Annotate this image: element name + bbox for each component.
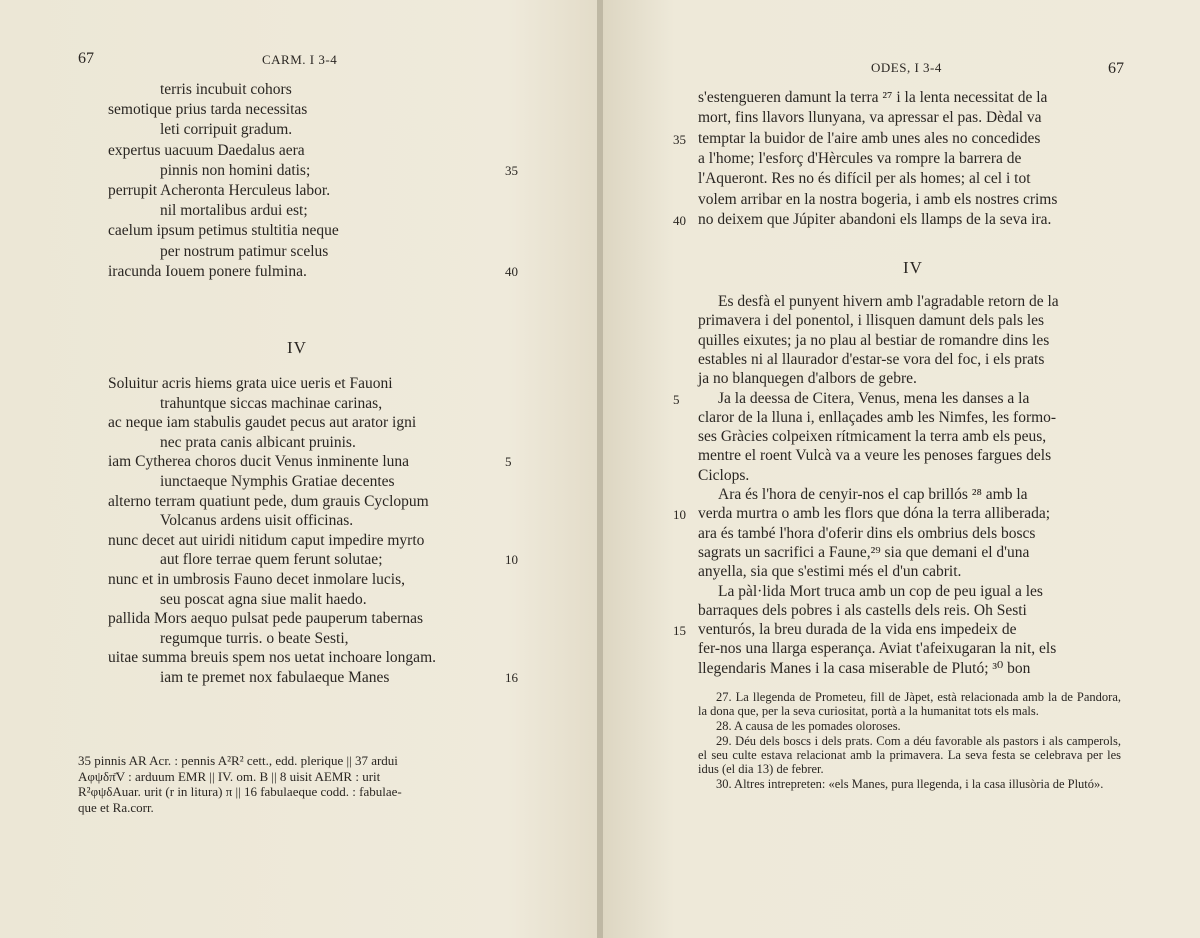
prose-line: Es desfà el punyent hivern amb l'agradable retorn de la — [718, 293, 1059, 310]
prose-line: claror de la lluna i, enllaçades amb les Nimfes, les formo- — [698, 408, 1057, 426]
critical-apparatus — [78, 753, 402, 815]
verse-line: iunctaeque Nymphis Gratiae decentes — [160, 473, 395, 490]
prose-line: Ja la deessa de Citera, Venus, mena les danses a la — [718, 389, 1030, 407]
line-number: 10 — [505, 552, 518, 568]
running-head: CARM. I 3-4 — [262, 52, 338, 67]
prose-line: estables ni al llaurador d'estar-se vora del foc, i els prats — [698, 350, 1045, 368]
prose-line: volem arribar en la nostra bogeria, i amb els nostres crims — [698, 190, 1058, 208]
prose-line: venturós, la breu durada de la vida ens impedeix de — [698, 621, 1017, 639]
verse-line: iam te premet nox fabulaeque Manes — [160, 669, 390, 686]
footnotes — [698, 690, 1121, 792]
prose-line: Ciclops. — [698, 466, 750, 484]
prose-line: llegendaris Manes i la casa miserable de Plutó; ³⁰ bon — [698, 659, 1031, 677]
footnote: 28. A causa de les pomades oloroses. — [716, 719, 901, 733]
right-page — [603, 0, 1200, 938]
line-number: 5 — [505, 454, 512, 470]
prose-line: mentre el roent Vulcà va a veure les penoses fargues dels — [698, 447, 1052, 465]
verse-line: perrupit Acheronta Herculeus labor. — [108, 182, 331, 199]
verse-line: nunc et in umbrosis Fauno decet inmolare lucis, — [108, 571, 406, 588]
verse-line: Soluitur acris hiems grata uice ueris et Fauoni — [108, 375, 393, 392]
verse-line: nil mortalibus ardui est; — [160, 202, 308, 220]
verse-line: pallida Mors aequo pulsat pede pauperum tabernas — [108, 610, 424, 628]
section-heading: IV — [287, 338, 307, 357]
verse-line: Volcanus ardens uisit officinas. — [160, 512, 354, 530]
verse-line: nunc decet aut uiridi nitidum caput impedire myrto — [108, 531, 425, 549]
apparatus-line: que et Ra.corr. — [78, 799, 154, 815]
footnote: 27. La llegenda de Prometeu, fill de Jàpet, està relacionada amb la de Pandora, la dona que, per la seva curiositat, portà a la humanitat tots els mals. — [698, 690, 1121, 718]
page-number: 67 — [1108, 60, 1124, 77]
prose-line: a l'home; l'esforç d'Hèrcules va rompre la barrera de — [698, 149, 1022, 167]
prose-line: La pàl·lida Mort truca amb un cop de peu igual a les — [718, 582, 1043, 600]
footnote: 29. Déu dels boscs i dels prats. Com a déu favorable als pastors i als camperols, el seu culte estava relacionat amb la primavera. La seva festa se celebrava per les idus (el dia 13) de febrer. — [698, 734, 1121, 776]
left-page — [0, 0, 597, 938]
apparatus-line: 35 pinnis AR Acr. : pennis A²R² cett., edd. plerique || 37 ardui — [78, 753, 398, 768]
prose-line: Ara és l'hora de cenyir-nos el cap brillós ²⁸ amb la — [718, 486, 1028, 503]
verse-line: leti corripuit gradum. — [160, 121, 293, 139]
line-number: 10 — [673, 507, 686, 523]
prose-line: verda murtra o amb les flors que dóna la terra alliberada; — [698, 505, 1051, 523]
apparatus-line: R²φψδAuar. urit (r in litura) π || 16 fabulaeque codd. : fabulae- — [78, 784, 402, 799]
prose-line: temptar la buidor de l'aire amb unes ales no concedides — [698, 129, 1041, 147]
line-number: 5 — [673, 391, 680, 407]
section-heading: IV — [903, 258, 923, 277]
prose-line: ses Gràcies colpeixen rítmicament la terra amb els peus, — [698, 428, 1047, 446]
verse-line: pinnis non homini datis; — [160, 161, 311, 179]
prose-line: ja no blanquegen d'albors de gebre. — [698, 370, 917, 388]
prose-line: anyella, sia que s'estimi més el d'un cabrit. — [698, 563, 962, 581]
verse-line: expertus uacuum Daedalus aera — [108, 141, 305, 159]
prose-line: fer-nos una llarga esperança. Aviat t'afeixugaran la nit, els — [698, 640, 1057, 658]
footnote: 30. Altres intrepreten: «els Manes, pura llegenda, i la casa illusòria de Plutó». — [716, 777, 1104, 791]
prose-line: s'estengueren damunt la terra ²⁷ i la lenta necessitat de la — [698, 89, 1048, 106]
verse-line: ac neque iam stabulis gaudet pecus aut arator igni — [108, 414, 417, 432]
running-head: ODES, I 3-4 — [871, 60, 942, 75]
prose-line: no deixem que Júpiter abandoni els llamps de la seva ira. — [698, 210, 1052, 228]
verse-line: caelum ipsum petimus stultitia neque — [108, 222, 339, 240]
line-number: 16 — [505, 670, 518, 685]
line-number: 35 — [505, 162, 518, 178]
prose-line: quilles eixutes; ja no plau al bestiar de romandre dins les — [698, 331, 1050, 349]
line-number: 35 — [673, 131, 686, 147]
verse-line: trahuntque siccas machinae carinas, — [160, 394, 383, 412]
verse-line: uitae summa breuis spem nos uetat inchoare longam. — [108, 649, 436, 667]
verse-line: regumque turris. o beate Sesti, — [160, 629, 349, 647]
verse-line: aut flore terrae quem ferunt solutae; — [160, 551, 383, 569]
page-number: 67 — [78, 50, 94, 67]
prose-line: mort, fins llavors llunyana, va apressar el pas. Dèdal va — [698, 109, 1042, 127]
line-number: 40 — [673, 212, 686, 228]
prose-line: barraques dels pobres i als castells dels reis. Oh Sesti — [698, 601, 1027, 619]
verse-line: seu poscat agna siue malit haedo. — [160, 590, 367, 608]
prose-line: sagrats un sacrifici a Faune,²⁹ sia que demani el d'una — [698, 543, 1030, 561]
verse-line: semotique prius tarda necessitas — [108, 101, 308, 119]
verse-line: alterno terram quatiunt pede, dum grauis Cyclopum — [108, 492, 429, 510]
verse-line: nec prata canis albicant pruinis. — [160, 433, 356, 451]
prose-line: ara és també l'hora d'oferir dins els ombrius dels boscs — [698, 524, 1036, 542]
prose-line: l'Aqueront. Res no és difícil per als homes; al cel i tot — [698, 170, 1031, 188]
verse-line: terris incubuit cohors — [160, 81, 292, 98]
verse-line: iam Cytherea choros ducit Venus inminente luna — [108, 453, 410, 471]
verse-line: iracunda Iouem ponere fulmina. — [108, 262, 307, 280]
line-number: 40 — [505, 263, 518, 279]
line-number: 15 — [673, 623, 686, 639]
prose-line: primavera i del ponentol, i llisquen damunt dels pals les — [698, 312, 1045, 330]
verse-line: per nostrum patimur scelus — [160, 242, 329, 260]
apparatus-line: Aφψδπ̄V : arduum EMR || IV. om. B || 8 uisit AEMR : urit — [78, 768, 381, 784]
